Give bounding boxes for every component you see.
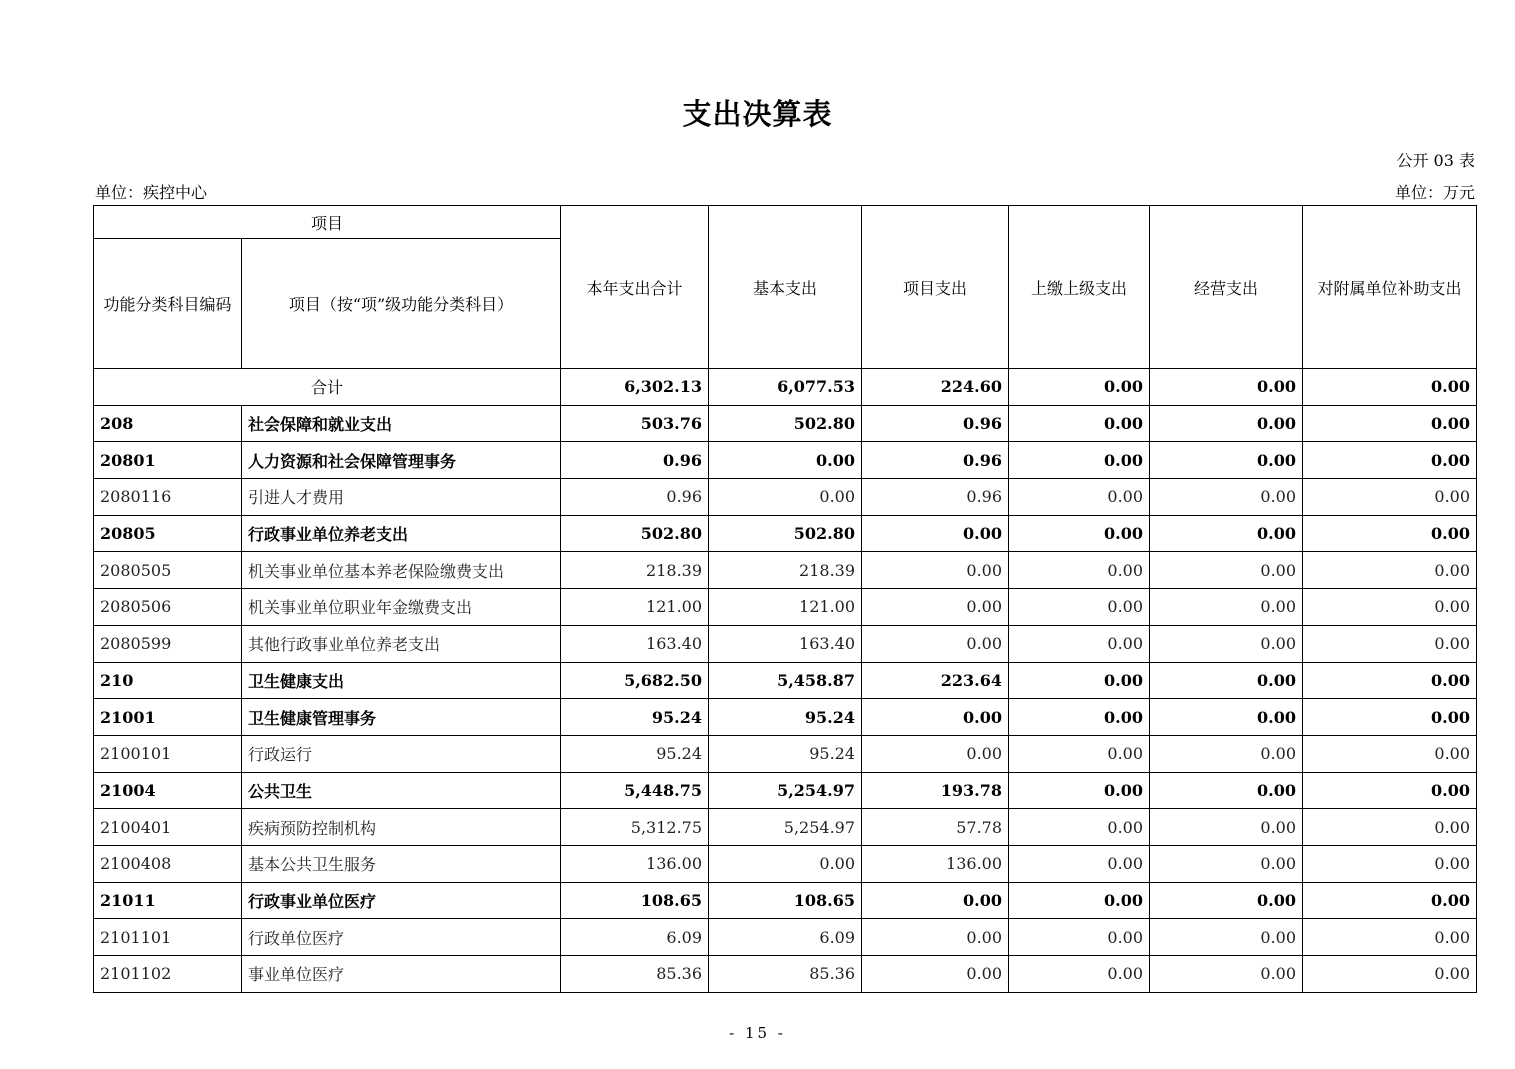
cell-upper: 0.00 (1009, 919, 1150, 956)
table-row (94, 735, 1477, 772)
total-row (94, 369, 1477, 406)
cell-upper: 0.00 (1009, 845, 1150, 882)
cell-operate: 0.00 (1150, 515, 1303, 552)
cell-operate: 0.00 (1150, 882, 1303, 919)
table-row (94, 515, 1477, 552)
cell-project: 0.00 (862, 919, 1009, 956)
cell-operate: 0.00 (1150, 956, 1303, 993)
cell-upper: 0.00 (1009, 552, 1150, 589)
cell-basic: 5,254.97 (709, 809, 862, 846)
table-row (94, 479, 1477, 516)
cell-code: 20805 (94, 515, 242, 552)
cell-operate: 0.00 (1150, 845, 1303, 882)
cell-total: 108.65 (561, 882, 709, 919)
cell-upper: 0.00 (1009, 735, 1150, 772)
cell-subsidy: 0.00 (1303, 882, 1477, 919)
cell-basic: 218.39 (709, 552, 862, 589)
cell-total: 218.39 (561, 552, 709, 589)
table-row (94, 882, 1477, 919)
cell-upper: 0.00 (1009, 956, 1150, 993)
money-unit: 单位：万元 (1394, 183, 1475, 202)
total-cell-operate: 0.00 (1150, 369, 1303, 406)
cell-project: 0.00 (862, 589, 1009, 626)
cell-basic: 5,254.97 (709, 772, 862, 809)
cell-operate: 0.00 (1150, 442, 1303, 479)
cell-name: 事业单位医疗 (242, 956, 561, 993)
cell-subsidy: 0.00 (1303, 479, 1477, 516)
cell-operate: 0.00 (1150, 809, 1303, 846)
cell-subsidy: 0.00 (1303, 845, 1477, 882)
total-cell-total: 6,302.13 (561, 369, 709, 406)
cell-name: 机关事业单位职业年金缴费支出 (242, 589, 561, 626)
cell-name: 卫生健康支出 (242, 662, 561, 699)
expenditure-table (93, 205, 1477, 993)
cell-project: 0.00 (862, 956, 1009, 993)
cell-project: 136.00 (862, 845, 1009, 882)
cell-code: 2100101 (94, 735, 242, 772)
cell-basic: 0.00 (709, 479, 862, 516)
header-total: 本年支出合计 (561, 206, 709, 369)
table-row (94, 772, 1477, 809)
cell-upper: 0.00 (1009, 809, 1150, 846)
cell-upper: 0.00 (1009, 882, 1150, 919)
table-row (94, 442, 1477, 479)
cell-subsidy: 0.00 (1303, 735, 1477, 772)
cell-upper: 0.00 (1009, 515, 1150, 552)
cell-project: 57.78 (862, 809, 1009, 846)
cell-code: 21011 (94, 882, 242, 919)
cell-total: 85.36 (561, 956, 709, 993)
cell-project: 0.00 (862, 515, 1009, 552)
cell-basic: 502.80 (709, 405, 862, 442)
cell-name: 机关事业单位基本养老保险缴费支出 (242, 552, 561, 589)
cell-code: 21001 (94, 699, 242, 736)
cell-total: 95.24 (561, 735, 709, 772)
cell-upper: 0.00 (1009, 625, 1150, 662)
cell-operate: 0.00 (1150, 405, 1303, 442)
cell-total: 502.80 (561, 515, 709, 552)
header-basic: 基本支出 (709, 206, 862, 369)
cell-basic: 0.00 (709, 442, 862, 479)
page-number: - 15 - (729, 1024, 786, 1042)
header-subsidy: 对附属单位补助支出 (1303, 206, 1477, 369)
cell-code: 2101102 (94, 956, 242, 993)
cell-basic: 108.65 (709, 882, 862, 919)
cell-code: 2080116 (94, 479, 242, 516)
cell-project: 0.00 (862, 552, 1009, 589)
table-row (94, 552, 1477, 589)
header-code: 功能分类科目编码 (94, 239, 242, 369)
header-operate: 经营支出 (1150, 206, 1303, 369)
table-row (94, 662, 1477, 699)
cell-project: 0.96 (862, 479, 1009, 516)
cell-subsidy: 0.00 (1303, 699, 1477, 736)
cell-name: 引进人才费用 (242, 479, 561, 516)
cell-subsidy: 0.00 (1303, 515, 1477, 552)
cell-total: 5,312.75 (561, 809, 709, 846)
cell-total: 0.96 (561, 479, 709, 516)
cell-subsidy: 0.00 (1303, 662, 1477, 699)
cell-name: 基本公共卫生服务 (242, 845, 561, 882)
cell-code: 208 (94, 405, 242, 442)
cell-name: 公共卫生 (242, 772, 561, 809)
cell-project: 223.64 (862, 662, 1009, 699)
cell-total: 503.76 (561, 405, 709, 442)
cell-total: 0.96 (561, 442, 709, 479)
total-cell-subsidy: 0.00 (1303, 369, 1477, 406)
cell-total: 6.09 (561, 919, 709, 956)
cell-subsidy: 0.00 (1303, 552, 1477, 589)
cell-operate: 0.00 (1150, 552, 1303, 589)
cell-name: 社会保障和就业支出 (242, 405, 561, 442)
table-row (94, 699, 1477, 736)
cell-basic: 85.36 (709, 956, 862, 993)
cell-basic: 6.09 (709, 919, 862, 956)
cell-name: 卫生健康管理事务 (242, 699, 561, 736)
cell-basic: 95.24 (709, 699, 862, 736)
cell-operate: 0.00 (1150, 919, 1303, 956)
cell-name: 行政事业单位养老支出 (242, 515, 561, 552)
table-row (94, 956, 1477, 993)
cell-subsidy: 0.00 (1303, 772, 1477, 809)
table-row (94, 919, 1477, 956)
cell-name: 行政事业单位医疗 (242, 882, 561, 919)
cell-upper: 0.00 (1009, 405, 1150, 442)
cell-subsidy: 0.00 (1303, 809, 1477, 846)
cell-name: 疾病预防控制机构 (242, 809, 561, 846)
table-row (94, 625, 1477, 662)
cell-code: 2080506 (94, 589, 242, 626)
cell-upper: 0.00 (1009, 589, 1150, 626)
cell-name: 其他行政事业单位养老支出 (242, 625, 561, 662)
page-title: 支出决算表 (682, 97, 833, 131)
cell-upper: 0.00 (1009, 479, 1150, 516)
cell-upper: 0.00 (1009, 442, 1150, 479)
cell-name: 行政单位医疗 (242, 919, 561, 956)
cell-project: 193.78 (862, 772, 1009, 809)
cell-project: 0.00 (862, 882, 1009, 919)
total-cell-upper: 0.00 (1009, 369, 1150, 406)
cell-total: 163.40 (561, 625, 709, 662)
cell-project: 0.96 (862, 405, 1009, 442)
cell-project: 0.00 (862, 699, 1009, 736)
cell-project: 0.00 (862, 735, 1009, 772)
cell-code: 2100401 (94, 809, 242, 846)
cell-subsidy: 0.00 (1303, 589, 1477, 626)
cell-upper: 0.00 (1009, 662, 1150, 699)
cell-code: 20801 (94, 442, 242, 479)
cell-operate: 0.00 (1150, 589, 1303, 626)
total-cell-basic: 6,077.53 (709, 369, 862, 406)
cell-operate: 0.00 (1150, 479, 1303, 516)
table-row (94, 809, 1477, 846)
cell-subsidy: 0.00 (1303, 919, 1477, 956)
cell-subsidy: 0.00 (1303, 956, 1477, 993)
cell-total: 121.00 (561, 589, 709, 626)
cell-operate: 0.00 (1150, 735, 1303, 772)
cell-upper: 0.00 (1009, 699, 1150, 736)
cell-name: 行政运行 (242, 735, 561, 772)
cell-operate: 0.00 (1150, 662, 1303, 699)
cell-basic: 163.40 (709, 625, 862, 662)
header-upper: 上缴上级支出 (1009, 206, 1150, 369)
cell-subsidy: 0.00 (1303, 625, 1477, 662)
cell-code: 2080599 (94, 625, 242, 662)
cell-basic: 121.00 (709, 589, 862, 626)
cell-code: 21004 (94, 772, 242, 809)
total-label: 合计 (94, 369, 561, 406)
table-row (94, 589, 1477, 626)
cell-subsidy: 0.00 (1303, 442, 1477, 479)
total-cell-project: 224.60 (862, 369, 1009, 406)
table-row (94, 405, 1477, 442)
table-row (94, 845, 1477, 882)
cell-subsidy: 0.00 (1303, 405, 1477, 442)
cell-code: 2101101 (94, 919, 242, 956)
cell-operate: 0.00 (1150, 772, 1303, 809)
cell-total: 95.24 (561, 699, 709, 736)
cell-basic: 95.24 (709, 735, 862, 772)
header-project: 项目支出 (862, 206, 1009, 369)
cell-code: 2080505 (94, 552, 242, 589)
header-name: 项目（按“项”级功能分类科目） (242, 239, 561, 369)
cell-name: 人力资源和社会保障管理事务 (242, 442, 561, 479)
table-number: 公开 03 表 (1396, 151, 1475, 170)
cell-code: 210 (94, 662, 242, 699)
cell-project: 0.96 (862, 442, 1009, 479)
cell-basic: 5,458.87 (709, 662, 862, 699)
cell-operate: 0.00 (1150, 625, 1303, 662)
cell-basic: 0.00 (709, 845, 862, 882)
cell-code: 2100408 (94, 845, 242, 882)
cell-operate: 0.00 (1150, 699, 1303, 736)
cell-total: 5,448.75 (561, 772, 709, 809)
organization-unit: 单位：疾控中心 (95, 183, 208, 202)
cell-total: 136.00 (561, 845, 709, 882)
header-item-group: 项目 (94, 206, 561, 239)
cell-upper: 0.00 (1009, 772, 1150, 809)
cell-basic: 502.80 (709, 515, 862, 552)
cell-project: 0.00 (862, 625, 1009, 662)
cell-total: 5,682.50 (561, 662, 709, 699)
